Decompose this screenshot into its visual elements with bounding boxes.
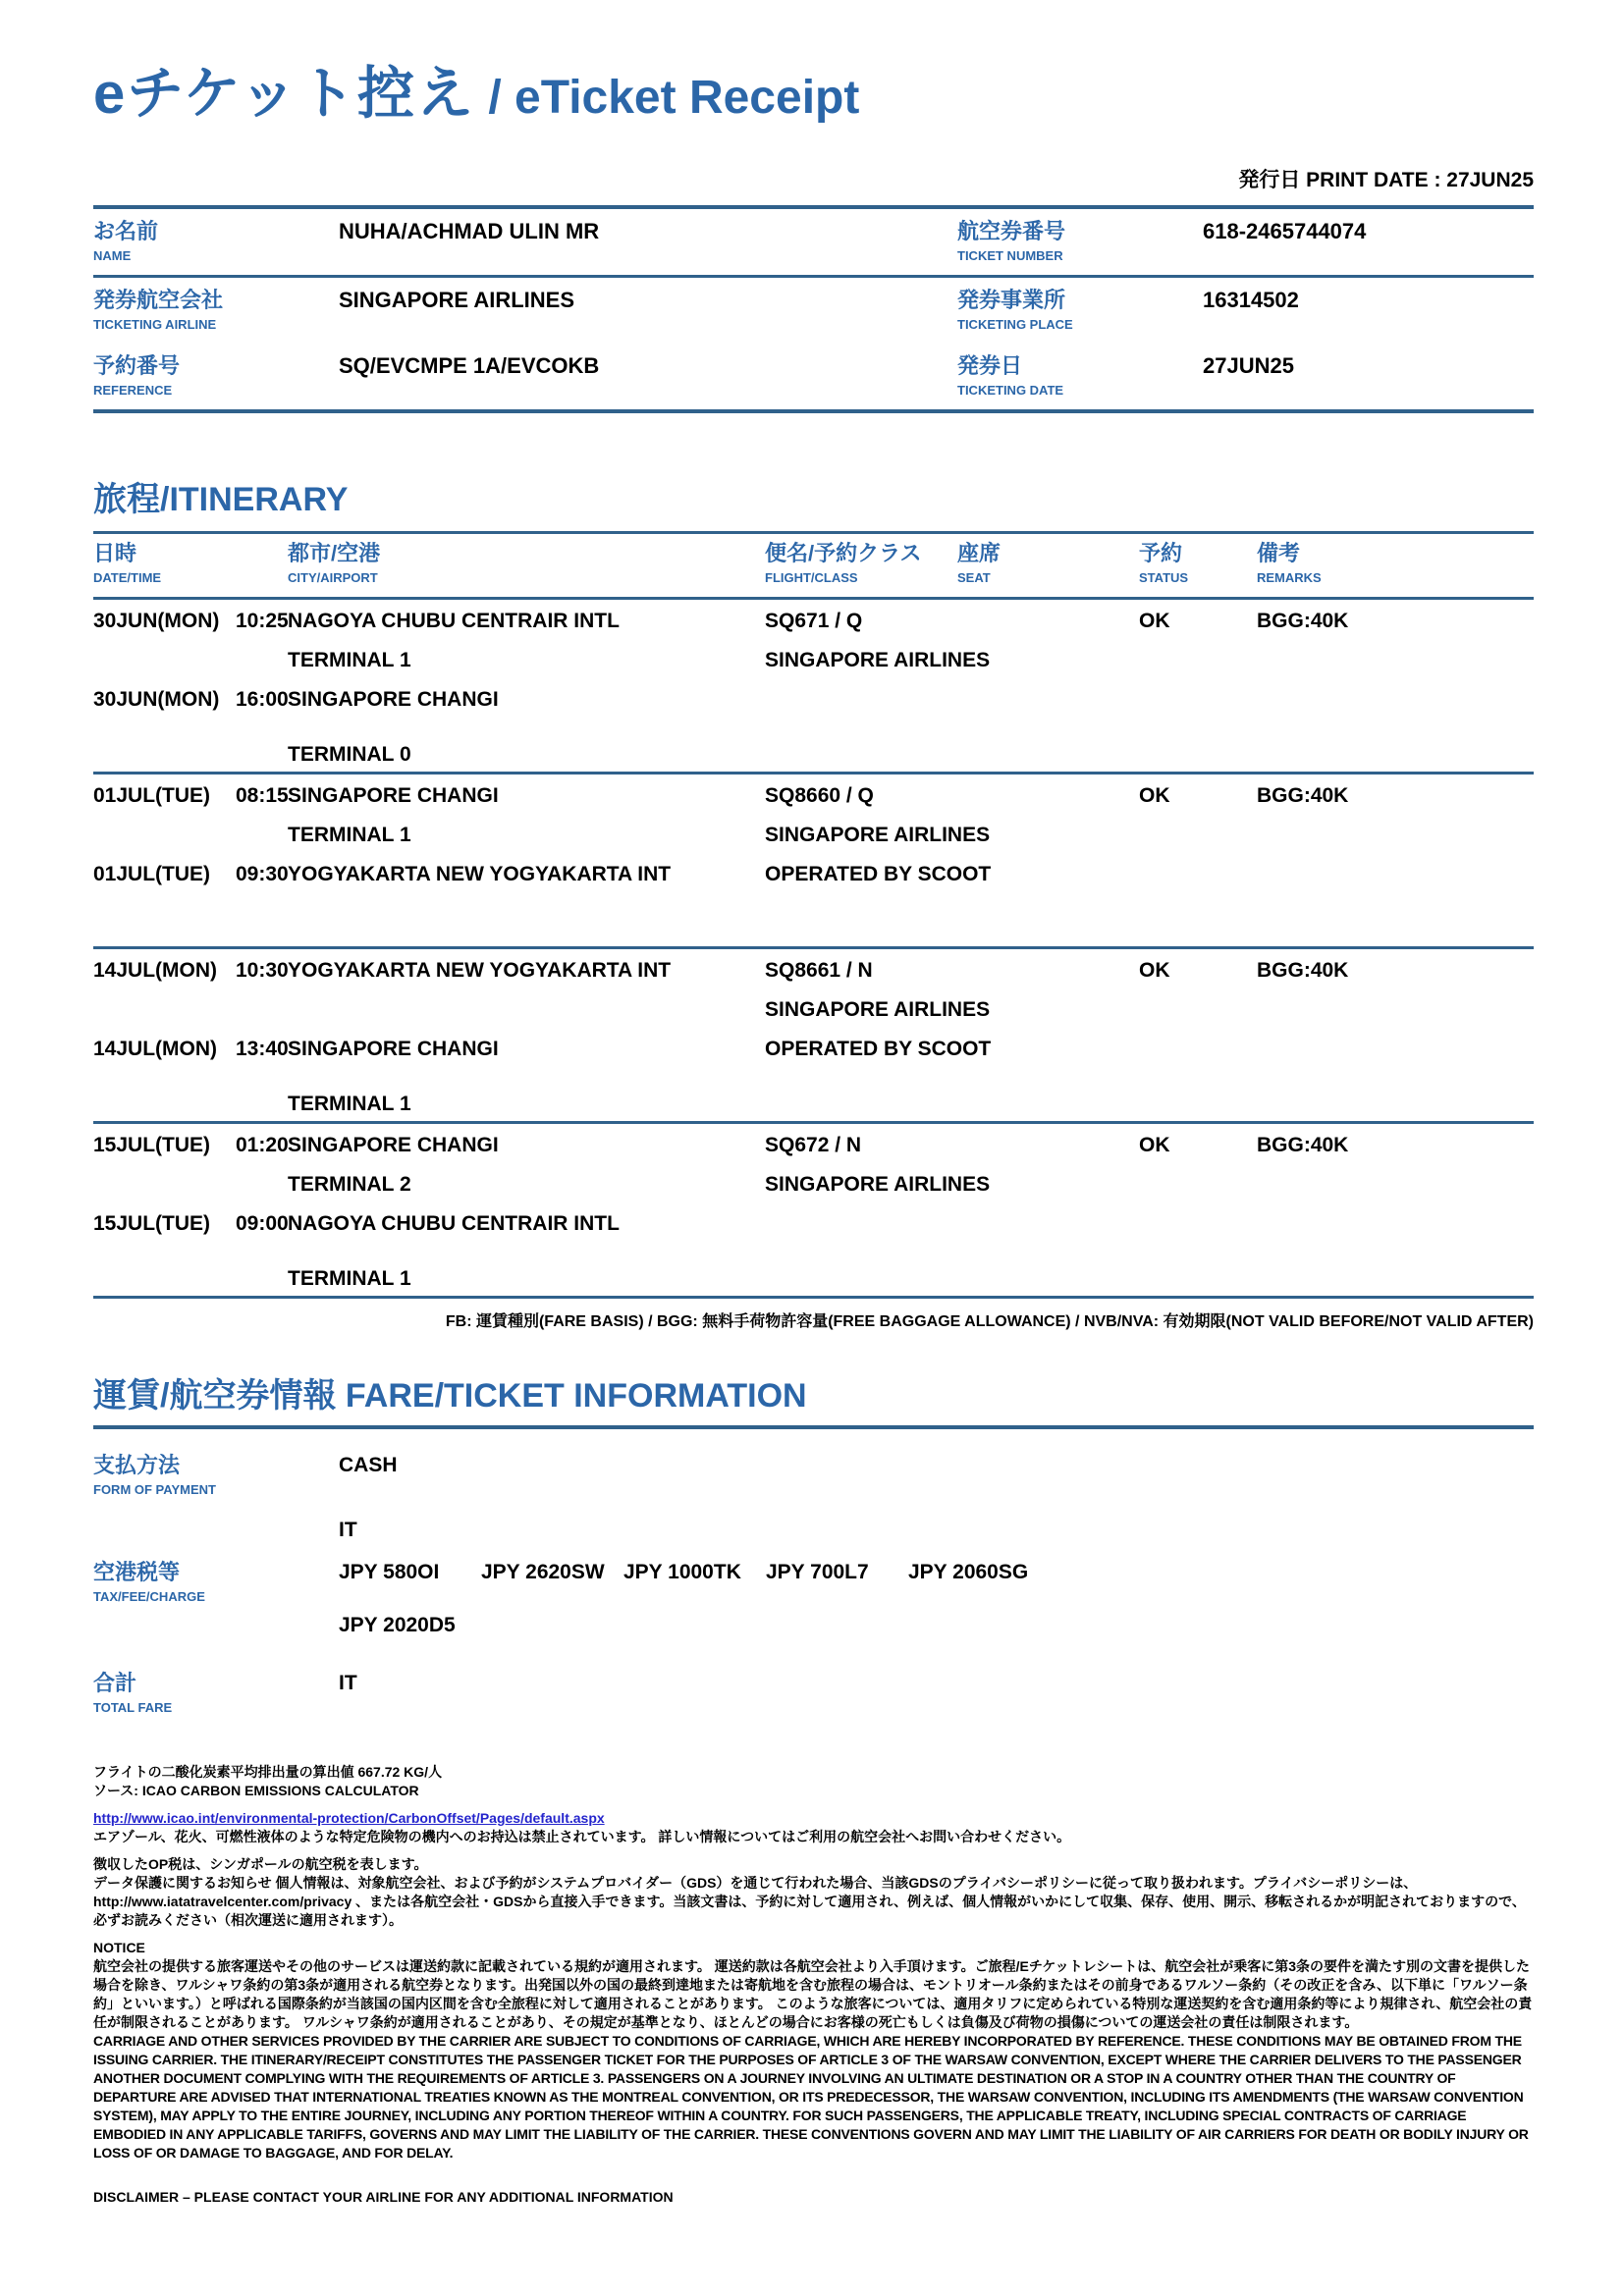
- itinerary-segment-3: [93, 949, 1534, 1124]
- fare-section-title: 運賃/航空券情報 FARE/TICKET INFORMATION: [93, 1376, 1534, 1429]
- ticketing-date-value: 27JUN25: [1203, 352, 1294, 378]
- fare-basis-footnote: FB: 運賃種別(FARE BASIS) / BGG: 無料手荷物許容量(FREE BAGGAGE ALLOWANCE) / NVB/NVA: 有効期限(NOT VALID BEFORE/NOT VALID AFTER): [445, 1312, 1534, 1330]
- segment-departure-row: 30JUN(MON) 10:25 NAGOYA CHUBU CENTRAIR INTL SQ671 / Q OK BGG:40K: [93, 609, 1349, 632]
- data-protection-paragraph: データ保護に関するお知らせ 個人情報は、対象航空会社、および予約がシステムプロバイダー（GDS）を通じて行われた場合、当該GDSのプライバシーポリシーに従って取り扱われます。プライバシーポリシーは、http://www.iatatravelcenter.com/privacy 、または各航空会社・GDSから直接入手できます。当該文書は、予約に対して適用され、例えば、個人情報がいかにして収集、保存、使用、開示、移転されるかが明記されておりますので、必ずお読みください（相次運送に適用されます）。: [93, 1874, 1526, 1928]
- page-content: [93, 0, 1534, 2207]
- column-header-status: 予約 STATUS: [1139, 540, 1189, 585]
- page-title-english: / eTicket Receipt: [475, 72, 860, 124]
- itinerary-section-title: 旅程/ITINERARY: [93, 480, 349, 518]
- column-header-city-airport: 都市/空港 CITY/AIRPORT: [288, 540, 381, 585]
- itinerary-header-row: [93, 534, 1534, 600]
- ticketing-place-label: 発券事業所 TICKETING PLACE: [957, 287, 1073, 332]
- ticketing-place-value: 16314502: [1203, 287, 1299, 312]
- tax-value: JPY 700L7: [766, 1560, 869, 1583]
- fare-value: IT: [339, 1518, 357, 1541]
- tax-fee-charge-row: [93, 1560, 1534, 1605]
- ticketing-date-label: 発券日 TICKETING DATE: [957, 352, 1064, 398]
- ticket-number-label: 航空券番号 TICKET NUMBER: [957, 218, 1066, 263]
- tax-value: JPY 2020D5: [339, 1613, 456, 1636]
- segment-departure-row: 14JUL(MON) 10:30 YOGYAKARTA NEW YOGYAKARTA INT SQ8661 / N OK BGG:40K: [93, 958, 1349, 982]
- total-fare-value: IT: [339, 1671, 357, 1694]
- form-of-payment-label: 支払方法 FORM OF PAYMENT: [93, 1452, 216, 1497]
- segment-arrival-row: 30JUN(MON) 16:00 SINGAPORE CHANGI: [93, 687, 499, 711]
- name-label: お名前 NAME: [93, 218, 159, 263]
- itinerary-segment-2: [93, 774, 1534, 949]
- itinerary-segment-4: [93, 1124, 1534, 1299]
- itinerary-segment-1: [93, 600, 1534, 774]
- passenger-name-value: NUHA/ACHMAD ULIN MR: [339, 218, 600, 243]
- page-title-japanese: eチケット控え: [93, 62, 476, 126]
- tax-value: JPY 580OI: [339, 1560, 440, 1583]
- segment-departure-row: 15JUL(TUE) 01:20 SINGAPORE CHANGI SQ672 / N OK BGG:40K: [93, 1133, 1349, 1156]
- passenger-info-table: [93, 205, 1534, 413]
- segment-arrival-row: 01JUL(TUE) 09:30 YOGYAKARTA NEW YOGYAKARTA INT OPERATED BY SCOOT: [93, 862, 992, 885]
- tax-value: JPY 2620SW: [481, 1560, 605, 1583]
- icao-carbon-offset-link[interactable]: http://www.icao.int/environmental-protection/CarbonOffset/Pages/default.aspx: [93, 1809, 605, 1826]
- reference-label: 予約番号 REFERENCE: [93, 352, 181, 398]
- fare-section: [93, 1376, 1534, 1716]
- notice-english-paragraph: CARRIAGE AND OTHER SERVICES PROVIDED BY THE CARRIER ARE SUBJECT TO CONDITIONS OF CARRIAGE, WHICH ARE HEREBY INCORPORATED BY REFERENCE. THESE CONDITIONS MAY BE OBTAINED FROM THE ISSUING CARRIER. THE ITINERARY/RECEIPT CONSTITUTES THE PASSENGER TICKET FOR THE PURPOSES OF ARTICLE 3 OF THE WARSAW CONVENTION, EXCEPT WHERE THE CARRIER DELIVERS TO THE PASSENGER ANOTHER DOCUMENT COMPLYING WITH THE REQUIREMENTS OF ARTICLE 3. PASSENGERS ON A JOURNEY INVOLVING AN ULTIMATE DESTINATION OR A STOP IN A COUNTRY OTHER THAN THE COUNTRY OF DEPARTURE ARE ADVISED THAT INTERNATIONAL TREATIES KNOWN AS THE MONTREAL CONVENTION, OR ITS PREDECESSOR, THE WARSAW CONVENTION, INCLUDING ITS AMENDMENTS (THE WARSAW CONVENTION SYSTEM), MAY APPLY TO THE ENTIRE JOURNEY, INCLUDING ANY PORTION THEREOF WITHIN A COUNTRY. FOR SUCH PASSENGERS, THE APPLICABLE TREATY, INCLUDING SPECIAL CONTRACTS OF CARRIAGE EMBODIED IN ANY APPLICABLE TARIFFS, GOVERNS AND MAY LIMIT THE LIABILITY OF THE CARRIER. THESE CONVENTIONS GOVERN AND MAY LIMIT THE LIABILITY OF AIR CARRIERS FOR DEATH OR BODILY INJURY OR LOSS OF OR DAMAGE TO BAGGAGE, AND FOR DELAY.: [93, 2032, 1529, 2161]
- disclaimer-line: DISCLAIMER – PLEASE CONTACT YOUR AIRLINE FOR ANY ADDITIONAL INFORMATION: [93, 2188, 674, 2205]
- segment-arrival-terminal-row: TERMINAL 0: [288, 742, 411, 766]
- total-fare-label: 合計 TOTAL FARE: [93, 1670, 173, 1715]
- segment-terminal-row: TERMINAL 1 SINGAPORE AIRLINES: [288, 823, 991, 846]
- notice-title: NOTICE: [93, 1939, 145, 1955]
- info-row-name-ticketnumber: [93, 209, 1534, 278]
- carbon-emissions-line: フライトの二酸化炭素平均排出量の算出値 667.72 KG/人: [93, 1763, 443, 1780]
- column-header-remarks: 備考 REMARKS: [1257, 540, 1322, 585]
- carbon-link-line: [93, 1809, 1534, 1828]
- form-of-payment-value: CASH: [339, 1453, 398, 1476]
- notice-japanese-paragraph: 航空会社の提供する旅客運送やその他のサービスは運送約款に記載されている規約が適用されます。 運送約款は各航空会社より入手頂けます。ご旅程/Eチケットレシートは、航空会社が乗客に第3条の要件を満たす別の文書を提供した場合を除き、ワルシャワ条約の第3条が適用される航空券となります。出発国以外の国の最終到達地または寄航地を含む旅程の場合は、モントリオール条約またはその前身であるワルソー条約（その改正を含み、以下単に「ワルソー条約」といいます。）と呼ばれる国際条約が当該国の国内区間を含む全旅程に対して適用されることがあります。 このような旅客については、適用タリフに定められている特別な運送契約を含む適用条約等により規律され、航空会社の責任が制限されることがあります。 ワルシャワ条約が適用されることがあり、その規定が基準となり、ほとんどの場合にお客様の死亡もしくは負傷及び荷物の損傷についての運送会社の責任は制限されます。: [93, 1957, 1533, 2030]
- column-header-seat: 座席 SEAT: [957, 540, 1001, 585]
- segment-arrival-terminal-row: TERMINAL 1: [288, 1266, 411, 1290]
- total-fare-row: [93, 1671, 1534, 1716]
- op-tax-line: 徴収したOP税は、シンガポールの航空税を表します。: [93, 1855, 428, 1872]
- itinerary-section: [93, 480, 1534, 1331]
- column-header-flight-class: 便名/予約クラス FLIGHT/CLASS: [765, 540, 922, 585]
- segment-arrival-row: 14JUL(MON) 13:40 SINGAPORE CHANGI OPERATED BY SCOOT: [93, 1037, 992, 1060]
- segment-arrival-terminal-row: TERMINAL 1: [288, 1092, 411, 1115]
- segment-departure-row: 01JUL(TUE) 08:15 SINGAPORE CHANGI SQ8660 / Q OK BGG:40K: [93, 783, 1349, 807]
- itinerary-table: [93, 531, 1534, 1299]
- carbon-source-line: ソース: ICAO CARBON EMISSIONS CALCULATOR: [93, 1782, 419, 1798]
- segment-arrival-terminal-row: [93, 917, 1534, 946]
- tax-value: JPY 1000TK: [623, 1560, 741, 1583]
- ticketing-airline-label: 発券航空会社 TICKETING AIRLINE: [93, 287, 224, 332]
- notices-section: [93, 1763, 1534, 2207]
- tax-fee-charge-label: 空港税等 TAX/FEE/CHARGE: [93, 1559, 205, 1604]
- segment-terminal-row: SINGAPORE AIRLINES: [765, 997, 991, 1021]
- segment-terminal-row: TERMINAL 2 SINGAPORE AIRLINES: [288, 1172, 991, 1196]
- form-of-payment-row: [93, 1453, 1534, 1498]
- segment-terminal-row: TERMINAL 1 SINGAPORE AIRLINES: [288, 648, 991, 671]
- tax-value: JPY 2060SG: [908, 1560, 1029, 1583]
- tax-fee-charge-row-2: [93, 1613, 1534, 1637]
- info-row-reference-date: [93, 344, 1534, 409]
- fare-value-row: [93, 1518, 1534, 1542]
- segment-arrival-row: 15JUL(TUE) 09:00 NAGOYA CHUBU CENTRAIR INTL: [93, 1211, 620, 1235]
- dangerous-goods-line: エアゾール、花火、可燃性液体のような特定危険物の機内へのお持込は禁止されています。 詳しい情報についてはご利用の航空会社へお問い合わせください。: [93, 1828, 1071, 1844]
- ticket-number-value: 618-2465744074: [1203, 218, 1367, 243]
- print-date: 発行日 PRINT DATE : 27JUN25: [1238, 168, 1534, 191]
- reference-value: SQ/EVCMPE 1A/EVCOKB: [339, 352, 600, 378]
- page-title: [93, 62, 1534, 126]
- column-header-date-time: 日時 DATE/TIME: [93, 540, 162, 585]
- info-row-airline-place: [93, 278, 1534, 344]
- ticketing-airline-value: SINGAPORE AIRLINES: [339, 287, 574, 312]
